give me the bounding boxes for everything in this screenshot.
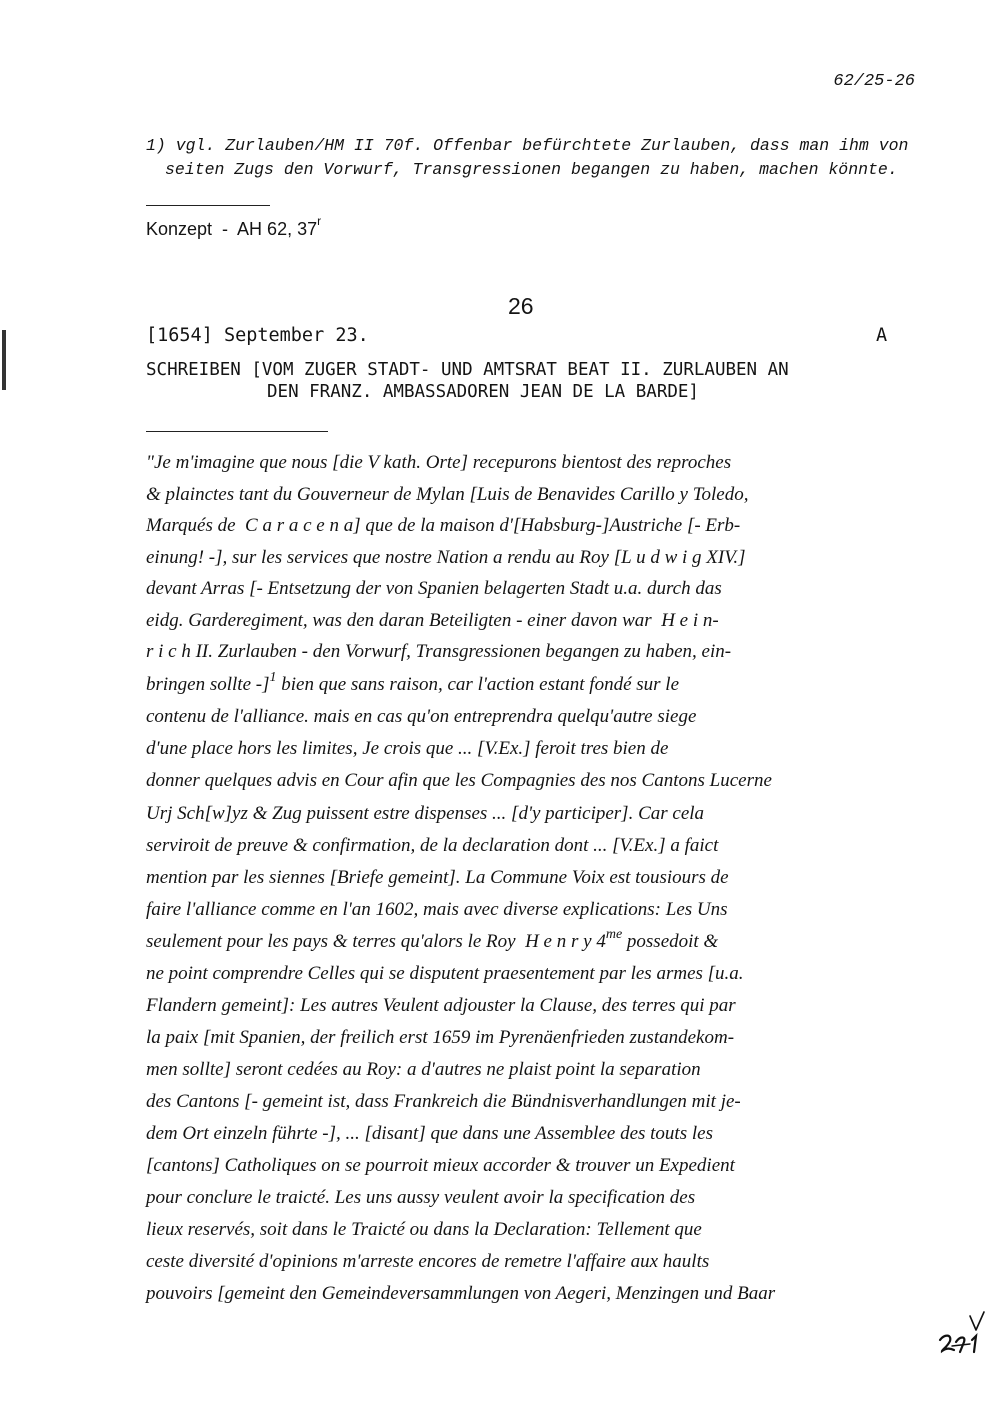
page-number: 62/25-26 bbox=[833, 72, 915, 91]
document-heading-line-2: DEN FRANZ. AMBASSADOREN JEAN DE LA BARDE] bbox=[267, 382, 699, 402]
handwritten-folio-signature bbox=[930, 1310, 990, 1390]
body-line-with-footnote-ref bbox=[146, 670, 680, 696]
heading-rule bbox=[146, 431, 328, 432]
footnote-reference: 1 bbox=[269, 670, 277, 685]
body-line: r i c h II. Zurlauben - den Vorwurf, Transgressionen begangen zu haben, ein- bbox=[146, 641, 732, 662]
body-line: [cantons] Catholiques on se pourroit mieux accorder & trouver un Expedient bbox=[146, 1155, 735, 1176]
body-line: la paix [mit Spanien, der freilich erst 1659 im Pyrenäenfrieden zustandekom- bbox=[146, 1027, 735, 1048]
scan-margin-mark bbox=[2, 330, 6, 390]
source-reference bbox=[146, 214, 322, 240]
body-line: "Je m'imagine que nous [die V kath. Orte] recepurons bientost des reproches bbox=[146, 452, 732, 473]
body-text: bringen sollte -] bbox=[146, 674, 270, 695]
document-number: 26 bbox=[508, 293, 534, 319]
body-line: des Cantons [- gemeint ist, dass Frankreich die Bündnisverhandlungen mit je- bbox=[146, 1091, 741, 1112]
body-line-with-superscript bbox=[146, 927, 719, 953]
body-line: contenu de l'alliance. mais en cas qu'on entreprendra quelqu'autre siege bbox=[146, 706, 697, 727]
body-line: lieux reservés, soit dans le Traicté ou dans la Declaration: Tellement que bbox=[146, 1219, 702, 1240]
document-heading-line-1: SCHREIBEN [VOM ZUGER STADT- UND AMTSRAT BEAT II. ZURLAUBEN AN bbox=[146, 360, 789, 380]
previous-footnote-line-1: 1) vgl. Zurlauben/HM II 70f. Offenbar befürchtete Zurlauben, dass man ihm von bbox=[146, 136, 909, 155]
previous-footnote-line-2: seiten Zugs den Vorwurf, Transgressionen begangen zu haben, machen könnte. bbox=[165, 160, 898, 179]
body-line: serviroit de preuve & confirmation, de la declaration dont ... [V.Ex.] a faict bbox=[146, 835, 719, 856]
superscript-me: me bbox=[605, 927, 623, 942]
body-line: & plainctes tant du Gouverneur de Mylan [Luis de Benavides Carillo y Toledo, bbox=[146, 484, 749, 505]
body-line: men sollte] seront cedées au Roy: a d'autres ne plaist point la separation bbox=[146, 1059, 701, 1080]
body-line: dem Ort einzeln führte -], ... [disant] que dans une Assemblee des touts les bbox=[146, 1123, 713, 1144]
body-line: d'une place hors les limites, Je crois que ... [V.Ex.] feroit tres bien de bbox=[146, 738, 669, 759]
body-line: ceste diversité d'opinions m'arreste encores de remetre l'affaire aux haults bbox=[146, 1251, 710, 1272]
body-line: Marqués de C a r a c e n a] que de la maison d'[Habsburg-]Austriche [- Erb- bbox=[146, 515, 741, 536]
body-line: devant Arras [- Entsetzung der von Spanien belagerten Stadt u.a. durch das bbox=[146, 578, 722, 599]
source-label: Konzept - AH 62, 37 bbox=[146, 219, 318, 239]
body-text: possedoit & bbox=[622, 931, 719, 952]
body-line: pouvoirs [gemeint den Gemeindeversammlungen von Aegeri, Menzingen und Baar bbox=[146, 1283, 776, 1304]
body-line: Urj Sch[w]yz & Zug puissent estre dispenses ... [d'y participer]. Car cela bbox=[146, 803, 705, 824]
document-date: [1654] September 23. bbox=[146, 325, 369, 346]
body-line: eidg. Garderegiment, was den daran Beteiligten - einer davon war H e i n- bbox=[146, 610, 719, 631]
body-line: donner quelques advis en Cour afin que les Compagnies des nos Cantons Lucerne bbox=[146, 770, 772, 791]
body-line: faire l'alliance comme en l'an 1602, mais avec diverse explications: Les Uns bbox=[146, 899, 728, 920]
body-line: mention par les siennes [Briefe gemeint]. La Commune Voix est tousiours de bbox=[146, 867, 729, 888]
body-line: ne point comprendre Celles qui se disputent praesentement par les armes [u.a. bbox=[146, 963, 744, 984]
separator-rule bbox=[146, 205, 270, 206]
source-superscript: r bbox=[317, 214, 322, 228]
body-line: pour conclure le traicté. Les uns aussy veulent avoir la specification des bbox=[146, 1187, 696, 1208]
body-text: seulement pour les pays & terres qu'alors le Roy H e n r y 4 bbox=[146, 931, 606, 952]
body-line: Flandern gemeint]: Les autres Veulent adjouster la Clause, des terres qui par bbox=[146, 995, 736, 1016]
body-text: bien que sans raison, car l'action estant fondé sur le bbox=[276, 674, 680, 695]
document-type-letter: A bbox=[876, 325, 888, 346]
body-line: einung! -], sur les services que nostre Nation a rendu au Roy [L u d w i g XIV.] bbox=[146, 547, 746, 568]
